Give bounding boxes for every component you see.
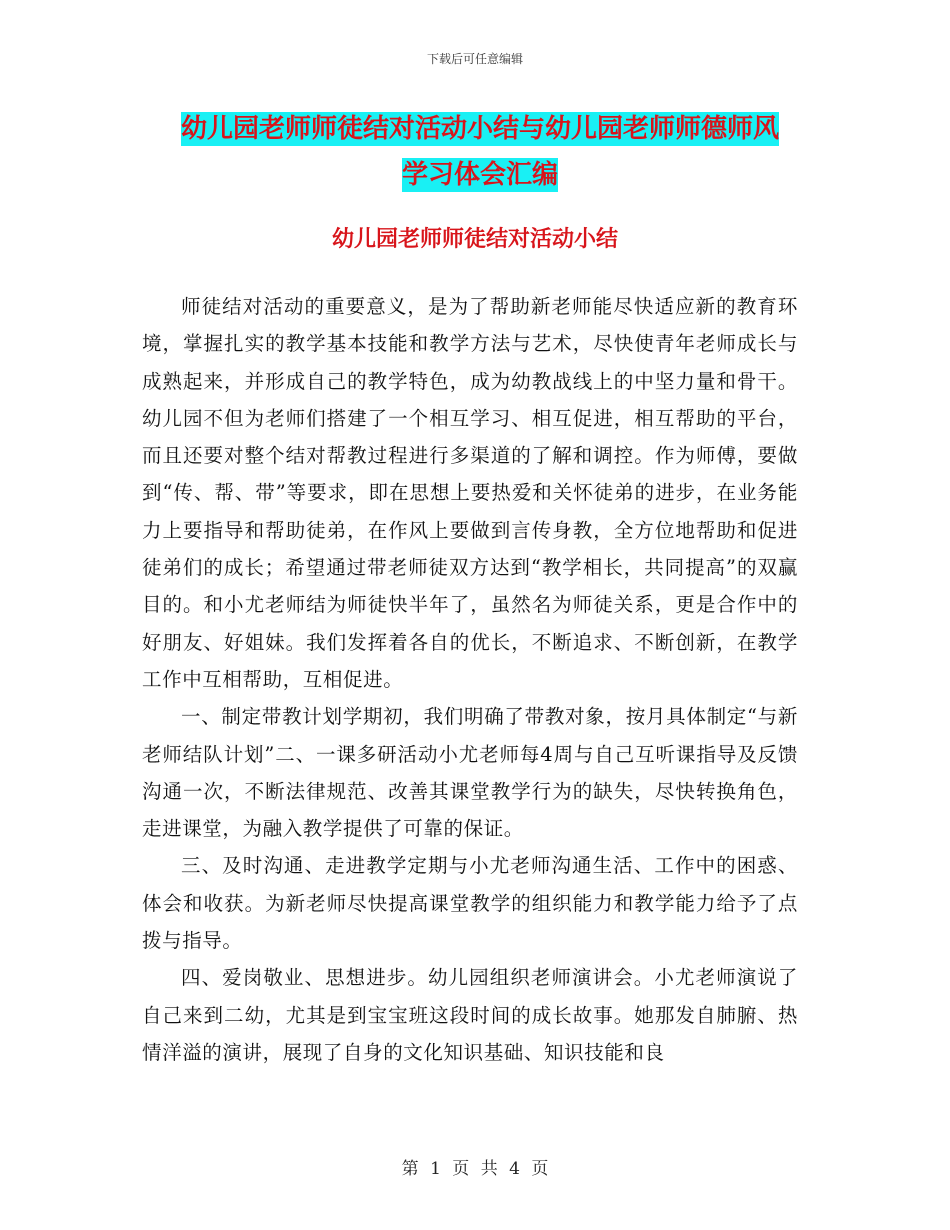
page-indicator: 第 1 页 共 4 页 bbox=[401, 1159, 549, 1179]
header-note: 下载后可任意编辑 bbox=[426, 52, 523, 66]
title-line-2: 学习体会汇编 bbox=[401, 160, 558, 190]
document-body bbox=[142, 288, 798, 1071]
section-title: 幼儿园老师师徒结对活动小结 bbox=[331, 227, 618, 252]
document-title bbox=[180, 106, 780, 198]
paragraph: 三、及时沟通、走进教学定期与小尤老师沟通生活、工作中的困惑、体会和收获。为新老师尽快提高课堂教学的组织能力和教学能力给予了点拨与指导。 bbox=[142, 854, 798, 953]
paragraph: 四、爱岗敬业、思想进步。幼儿园组织老师演讲会。小尤老师演说了自己来到二幼，尤其是到宝宝班这段时间的成长故事。她那发自肺腑、热情洋溢的演讲，展现了自身的文化知识基础、知识技能和良 bbox=[142, 966, 798, 1064]
title-line-1: 幼儿园老师师徒结对活动小结与幼儿园老师师德师风 bbox=[180, 114, 779, 144]
paragraph: 一、制定带教计划学期初，我们明确了带教对象，按月具体制定“与新老师结队计划”二、一课多研活动小尤老师每4周与自己互听课指导及反馈沟通一次，不断法律规范、改善其课堂教学行为的缺失，尽快转换角色，走进课堂，为融入教学提供了可靠的保证。 bbox=[142, 705, 798, 841]
paragraph: 师徒结对活动的重要意义，是为了帮助新老师能尽快适应新的教育环境，掌握扎实的教学基本技能和教学方法与艺术，尽快使青年老师成长与成熟起来，并形成自己的教学特色，成为幼教战线上的中坚力量和骨干。幼儿园不但为老师们搭建了一个相互学习、相互促进，相互帮助的平台，而且还要对整个结对帮教过程进行多渠道的了解和调控。作为师傅，要做到“传、帮、带”等要求，即在思想上要热爱和关怀徒弟的进步，在业务能力上要指导和帮助徒弟，在作风上要做到言传身教，全方位地帮助和促进徒弟们的成长；希望通过带老师徒双方达到“教学相长，共同提高”的双赢目的。和小尤老师结为师徒快半年了，虽然名为师徒关系，更是合作中的好朋友、好姐妹。我们发挥着各自的优长，不断追求、不断创新，在教学工作中互相帮助，互相促进。 bbox=[142, 295, 798, 691]
